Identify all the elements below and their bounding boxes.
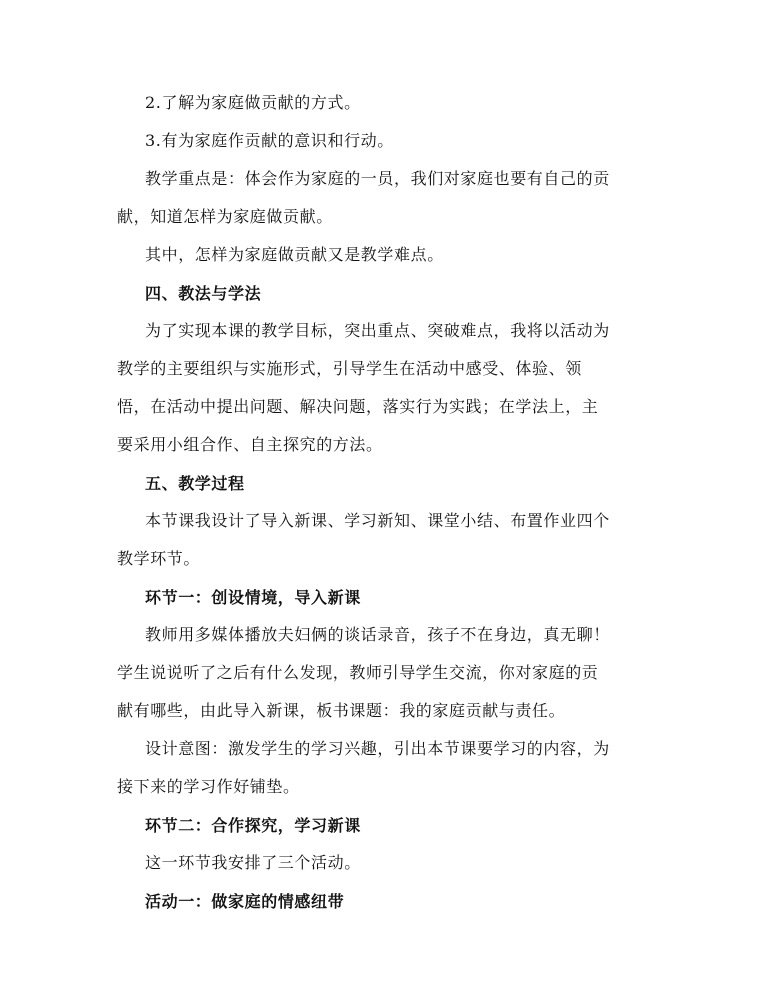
design-intent-line-1: 设计意图：激发学生的学习兴趣，引出本节课要学习的内容，为 bbox=[145, 739, 610, 758]
segment2-line-1: 这一环节我安排了三个活动。 bbox=[145, 853, 361, 872]
difficulty-paragraph: 其中，怎样为家庭做贡献又是教学难点。 bbox=[145, 245, 444, 264]
methods-line-1: 为了实现本课的教学目标，突出重点、突破难点，我将以活动为 bbox=[145, 321, 610, 340]
design-intent-line-2: 接下来的学习作好铺垫。 bbox=[117, 777, 300, 796]
section-heading-methods: 四、教法与学法 bbox=[145, 284, 262, 303]
segment-heading-2: 环节二：合作探究，学习新课 bbox=[145, 816, 361, 835]
segment1-line-3: 献有哪些，由此导入新课，板书课题：我的家庭贡献与责任。 bbox=[117, 701, 566, 720]
segment1-line-2: 学生说说听了之后有什么发现，教师引导学生交流，你对家庭的贡 bbox=[117, 663, 599, 682]
activity-heading-1: 活动一：做家庭的情感纽带 bbox=[145, 892, 345, 911]
section-heading-process: 五、教学过程 bbox=[145, 474, 245, 493]
objective-3: 3.有为家庭作贡献的意识和行动。 bbox=[145, 131, 394, 150]
objective-2: 2.了解为家庭做贡献的方式。 bbox=[145, 93, 361, 112]
key-point-line-1: 教学重点是：体会作为家庭的一员，我们对家庭也要有自己的贡 bbox=[145, 169, 610, 188]
methods-line-2: 教学的主要组织与实施形式，引导学生在活动中感受、体验、领 bbox=[117, 359, 582, 378]
methods-line-3: 悟，在活动中提出问题、解决问题，落实行为实践；在学法上，主 bbox=[117, 397, 599, 416]
segment-heading-1: 环节一：创设情境，导入新课 bbox=[145, 588, 361, 607]
methods-line-4: 要采用小组合作、自主探究的方法。 bbox=[117, 435, 383, 454]
segment1-line-1: 教师用多媒体播放夫妇俩的谈话录音，孩子不在身边，真无聊！ bbox=[145, 625, 610, 644]
process-line-2: 教学环节。 bbox=[117, 549, 201, 568]
process-line-1: 本节课我设计了导入新课、学习新知、课堂小结、布置作业四个 bbox=[145, 511, 610, 530]
key-point-line-2: 献，知道怎样为家庭做贡献。 bbox=[117, 207, 333, 226]
